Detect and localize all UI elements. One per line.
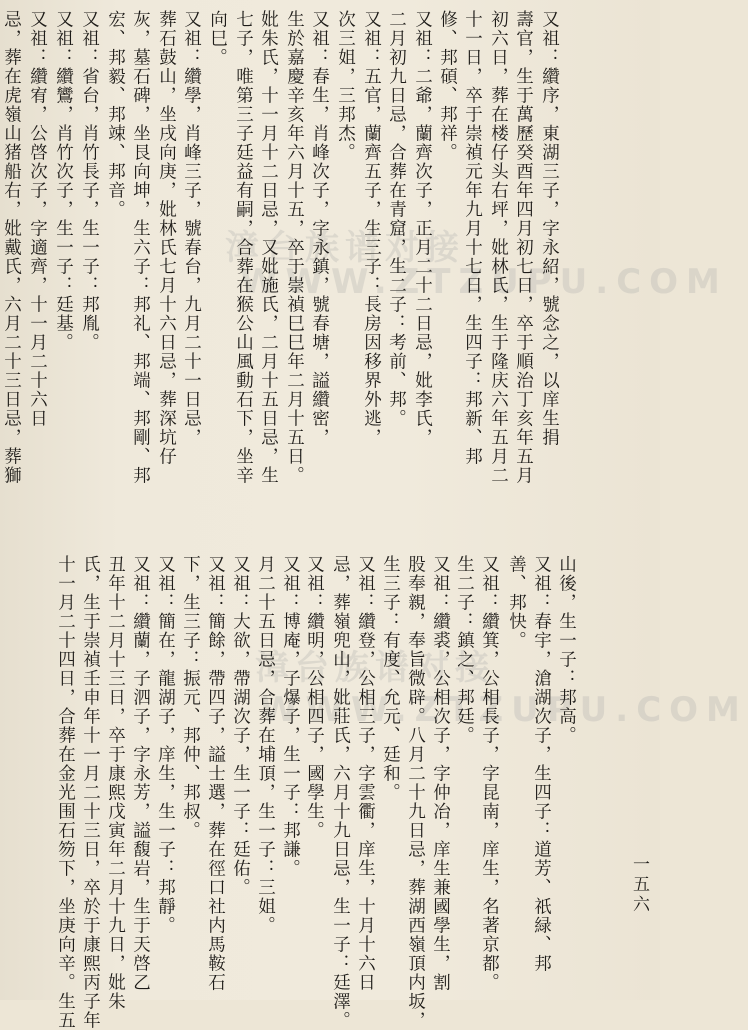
- text-column: 向巳。: [207, 10, 228, 67]
- text-column: 十一日，卒于崇禎元年九月十七日，生四子：邦新、邦: [462, 10, 483, 466]
- text-column: 忌，葬嶺兜山，妣莊氏，六月十九日忌，生一子：廷澤。: [330, 555, 351, 1030]
- text-column: 初六日，葬在楼仔头右坪，妣林氏，生于隆庆六年五月二: [488, 10, 509, 485]
- text-column: 又祖：簡餘，帶四子，謚士選，葬在徑口社内馬鞍石: [205, 555, 226, 992]
- text-column: 七子，唯第三子廷益有嗣，合葬在猴公山風動石下，坐辛: [233, 10, 254, 485]
- text-column: 妣朱氏，十一月十二日忌，又妣施氏，二月十五日忌，生: [258, 10, 279, 485]
- text-column: 又祖：春生，肖峰次子，字永鎮，號春塘，謚纘密，: [309, 10, 330, 447]
- text-column: 宏、邦毅、邦竦、邦音。: [105, 10, 126, 219]
- watermark-url: WWW.ZTZUPU.COM: [260, 690, 748, 730]
- text-column: 灰，墓石碑，坐艮向坤，生六子：邦礼、邦端、邦剛、邦: [130, 10, 151, 485]
- text-column: 又祖：博庵，子爆子，生一子：邦謙。: [280, 555, 301, 878]
- text-column: 丑年十二月十三日，卒于康熙戊寅年二月十九日，妣朱: [105, 555, 126, 1011]
- text-column: 又祖：纘裘，公相次子，字仲冶，庠生兼國學生，割: [430, 555, 451, 992]
- text-column: 又祖：大欲，帶湖次子，生一子：廷佑。: [230, 555, 251, 897]
- text-column: 生於嘉慶辛亥年六月十五，卒于崇禎巳巳年二月十五日。: [284, 10, 305, 485]
- text-column: 善、邦快。: [506, 555, 527, 650]
- watermark-text: 漳台族谱对接: [255, 648, 495, 688]
- text-column: 又祖：纘學，肖峰三子，號春台，九月二十一日忌，: [181, 10, 202, 447]
- text-column: 又祖：春宇，滄湖次子，生四子：道芳、祇緑、邦: [531, 555, 552, 973]
- text-column: 又祖：纘序，東湖三子，字永紹，號念之，以庠生捐: [539, 10, 560, 447]
- text-column: 月二十五日忌，合葬在埔頂，生一子：三姐。: [255, 555, 276, 935]
- text-column: 山後，生一子：邦高。: [556, 555, 577, 745]
- text-column: 股奉親，奉旨微辟。八月二十九日忌，葬湖西嶺頂内坂，: [405, 555, 426, 1030]
- text-column: 葬石鼓山，坐戌向庚，妣林氏七月十六日忌，葬深坑仔: [156, 10, 177, 466]
- text-column: 又祖：纘明，公相四子，國學生。: [304, 555, 325, 840]
- text-column: 十一月二十四日，合葬在金光围石笏下，坐庚向辛。生五: [55, 555, 76, 1030]
- text-column: 又祖：省台，肖竹長子，生一子：邦胤。: [79, 10, 100, 352]
- text-column: 壽官，生于萬歷癸酉年四月初七日，卒于順治丁亥年五月: [513, 10, 534, 485]
- text-column: 次三姐，三邦杰。: [335, 10, 356, 162]
- text-column: 氏，生于崇禎壬申年十一月二十三日，卒於于康熙丙子年: [80, 555, 101, 1030]
- text-column: 生三子：有度、允元、廷和。: [380, 555, 401, 802]
- text-column: 又祖：纘宥，公啓次子，字適齊，十一月二十六日: [27, 10, 48, 428]
- text-column: 又祖：二爺，蘭齊次子，正月二十二日忌，妣李氏，: [412, 10, 433, 447]
- text-column: 又祖：五官，蘭齊五子，生三子：長房因移界外逃，: [361, 10, 382, 447]
- text-column: 二月初九日忌，合葬在青窟，生二子：考前、邦。: [386, 10, 407, 428]
- text-column: 又祖：纘箕，公相長子，字昆南，庠生，名著京都。: [479, 555, 500, 992]
- text-column: 生二子：鎮之、邦廷。: [454, 555, 475, 745]
- text-column: 下，生三子：振元、邦仲、邦叔。: [180, 555, 201, 840]
- text-column: 又祖：纘鸞，肖竹次子，生一子：廷基。: [53, 10, 74, 352]
- text-column: 又祖：纘蘭，子泗子，字永芳，謚馥岩，生于天啓乙: [130, 555, 151, 992]
- watermark-url: WWW.ZTZUPU.COM: [240, 262, 728, 302]
- text-column: 修、邦碩、邦祥。: [437, 10, 458, 162]
- page-number: 一五六: [629, 855, 649, 915]
- text-column: 又祖：簡在，龍湖子，庠生，生一子：邦靜。: [155, 555, 176, 935]
- text-column: 又祖：纘登，公相三子，字雲衢，庠生，十月十六日: [355, 555, 376, 992]
- text-column: 忌，葬在虎嶺山猪船右，妣戴氏，六月二十三日忌，葬獅: [1, 10, 22, 485]
- watermark-text: 漳台族谱对接: [225, 228, 465, 268]
